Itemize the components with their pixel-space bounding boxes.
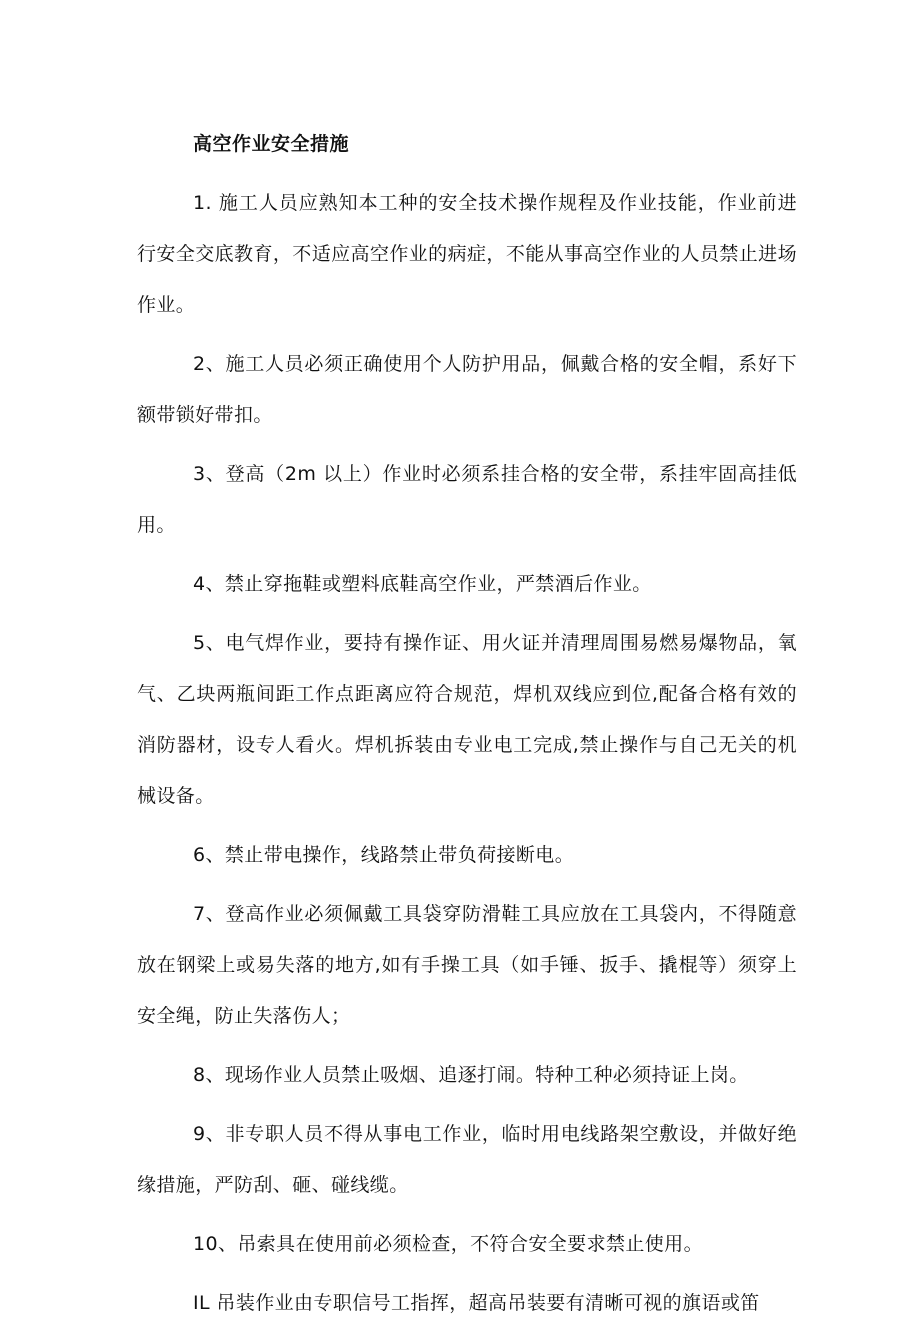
paragraph-1: 1. 施工人员应熟知本工种的安全技术操作规程及作业技能，作业前进行安全交底教育，不适应高空作业的病症，不能从事高空作业的人员禁止进场作业。 [137,192,797,316]
paragraph-8: 8、现场作业人员禁止吸烟、追逐打闹。特种工种必须持证上岗。 [193,1064,749,1086]
paragraph-11: IL 吊装作业由专职信号工指挥，超高吊装要有清晰可视的旗语或笛 [193,1292,760,1314]
paragraph-7: 7、登高作业必须佩戴工具袋穿防滑鞋工具应放在工具袋内，不得随意放在钢梁上或易失落的地方,如有手操工具（如手锤、扳手、撬棍等）须穿上安全绳，防止失落伤人； [137,903,797,1027]
document-title: 高空作业安全措施 [193,133,350,155]
paragraph-2: 2、施工人员必须正确使用个人防护用品，佩戴合格的安全帽，系好下额带锁好带扣。 [137,353,797,426]
paragraph-10: 10、吊索具在使用前必须检查，不符合安全要求禁止使用。 [193,1233,703,1255]
paragraph-3: 3、登高（2m 以上）作业时必须系挂合格的安全带，系挂牢固高挂低用。 [137,463,797,536]
document-body [137,118,797,1329]
paragraph-9: 9、非专职人员不得从事电工作业，临时用电线路架空敷设，并做好绝缘措施，严防刮、砸、碰线缆。 [137,1123,797,1196]
paragraph-4: 4、禁止穿拖鞋或塑料底鞋高空作业，严禁酒后作业。 [193,573,652,595]
paragraph-6: 6、禁止带电操作，线路禁止带负荷接断电。 [193,844,575,866]
paragraph-5: 5、电气焊作业，要持有操作证、用火证并清理周围易燃易爆物品，氧气、乙块两瓶间距工作点距离应符合规范，焊机双线应到位,配备合格有效的消防器材，设专人看火。焊机拆装由专业电工完成,禁止操作与自己无关的机械设备。 [137,632,797,807]
